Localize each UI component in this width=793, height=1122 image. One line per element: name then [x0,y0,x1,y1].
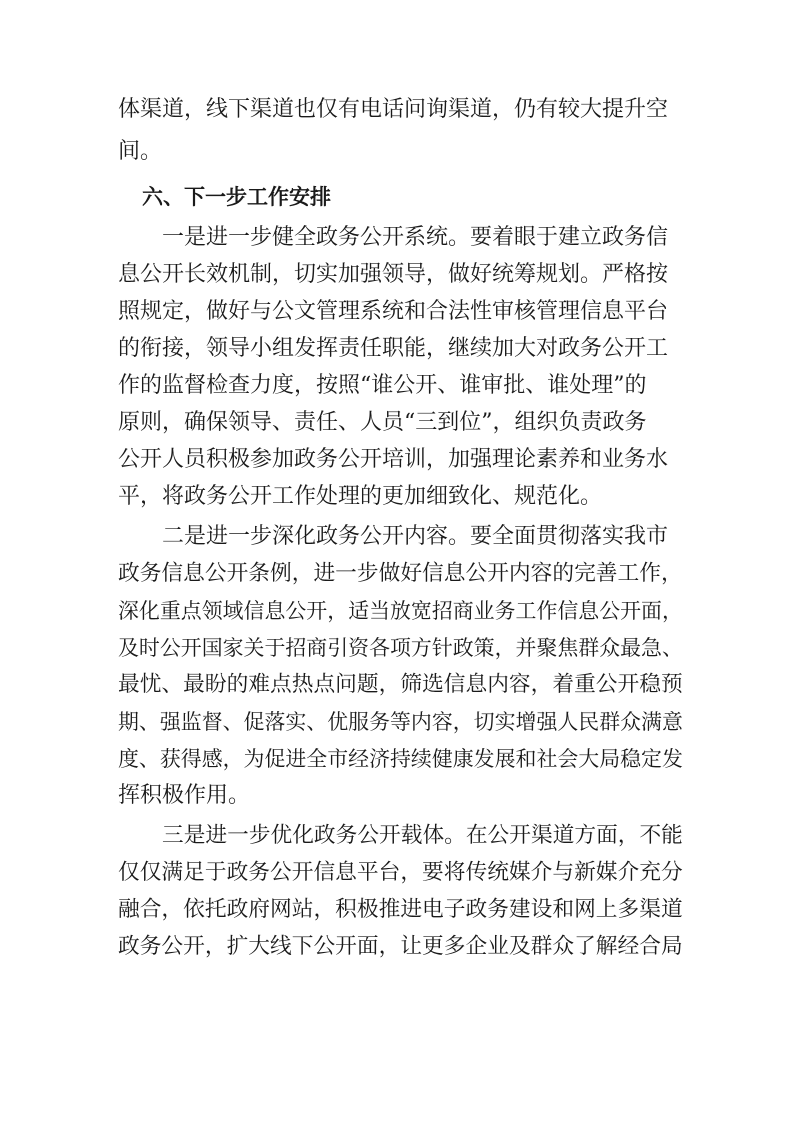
text-line: 平，将政务公开工作处理的更加细致化、规范化。 [118,484,603,509]
text-line: 作的监督检查力度，按照“谁公开、谁审批、谁处理”的 [118,373,647,398]
text-line: 照规定，做好与公文管理系统和合法性审核管理信息平台 [118,299,669,324]
text-line: 最忧、最盼的难点热点问题，筛选信息内容，着重公开稳预 [118,672,683,697]
text-line: 体渠道，线下渠道也仅有电话问询渠道，仍有较大提升空 [118,97,669,122]
text-line: 的衔接，领导小组发挥责任职能，继续加大对政务公开工 [118,336,669,361]
text-line: 息公开长效机制，切实加强领导，做好统筹规划。严格按 [118,262,669,287]
text-line: 挥积极作用。 [118,783,251,808]
text-line: 及时公开国家关于招商引资各项方针政策，并聚焦群众最急、 [118,636,683,660]
text-line: 间。 [118,139,163,164]
text-line: 融合，依托政府网站，积极推进电子政务建设和网上多渠道 [118,897,683,922]
text-line: 度、获得感，为促进全市经济持续健康发展和社会大局稳定发 [118,747,683,771]
section-heading: 六、下一步工作安排 [142,185,331,209]
paragraph-first-line: 三是进一步优化政务公开载体。在公开渠道方面，不能 [162,823,683,848]
text-line: 政务信息公开条例，进一步做好信息公开内容的完善工作， [118,561,683,586]
text-line: 政务公开，扩大线下公开面，让更多企业及群众了解经合局 [118,934,683,959]
paragraph-first-line: 一是进一步健全政务公开系统。要着眼于建立政务信 [162,225,669,250]
text-line: 仅仅满足于政务公开信息平台，要将传统媒介与新媒介充分 [118,860,683,885]
text-line: 公开人员积极参加政务公开培训，加强理论素养和业务水 [118,447,669,472]
paragraph-first-line: 二是进一步深化政务公开内容。要全面贯彻落实我市 [162,524,669,549]
text-line: 原则，确保领导、责任、人员“三到位”，组织负责政务 [118,410,647,435]
text-line: 期、强监督、促落实、优服务等内容，切实增强人民群众满意 [118,710,683,734]
text-line: 深化重点领域信息公开，适当放宽招商业务工作信息公开面， [118,599,683,623]
